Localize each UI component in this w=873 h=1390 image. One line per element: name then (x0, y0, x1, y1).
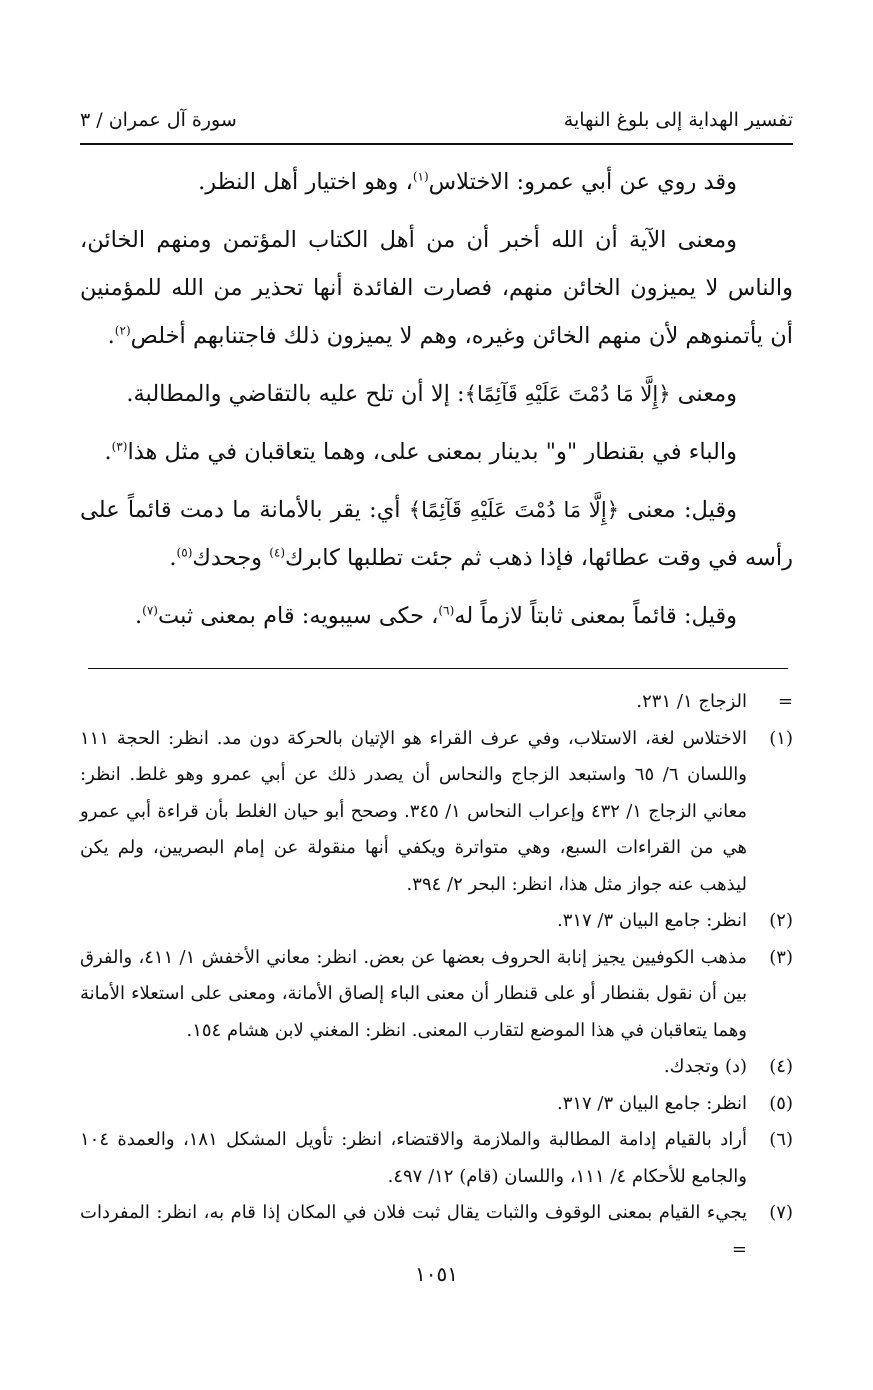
footnote-ref-4[interactable]: (٤) (269, 545, 286, 560)
footnote-ref-7[interactable]: (٧) (142, 603, 158, 618)
paragraph-1: وقد روي عن أبي عمرو: الاختلاس$^{(١)}$، وهو اختيار أهل النظر. (198, 169, 737, 195)
footnote-number: (٣) (769, 946, 793, 968)
footnote-number: (٧) (769, 1202, 793, 1223)
footnote-number: (٢) (769, 910, 793, 931)
paragraph-2: ومعنى الآية أن الله أخبر أن من أهل الكتاب المؤتمن ومنهم الخائن، والناس لا يميزون الخائن منهم، فصارت الفائدة أنها تحذير من الله للمؤمنين أن يأتمنوهم لأن منهم الخائن وغيره، وهم لا يميزون ذلك فاجتنابهم أخلص$^{(٢)}$. (80, 227, 793, 349)
footnote-number: (٦) (769, 1129, 793, 1150)
footnote-ref-5[interactable]: (٥) (176, 545, 193, 560)
footnote-ref-6[interactable]: (٦) (438, 603, 455, 618)
footnote-7 (80, 1195, 793, 1268)
footnote-text: الاختلاس لغة، الاستلاب، وفي عرف القراء هو الإتيان بالحركة دون مد. انظر: الحجة ١١١ واللسان ٦/ ٦٥ واستبعد الزجاج والنحاس أن يصدر ذلك عن أبي عمرو وهو غلط. انظر: معاني الزجاج ١/ ٤٣٢ وإعراب النحاس ١/ ٣٤٥. وصحح أبو حيان الغلط بأن قراءة أبي عمرو هي من القراءات السبع، وهي متواترة ويكفي أنها منقولة عن إمام البصريين، ولم يكن ليذهب عنه جواز مثل هذا، انظر: البحر ٢/ ٣٩٤. (80, 727, 747, 895)
footnote-number: (٤) (769, 1056, 793, 1077)
main-text (80, 158, 793, 650)
footnote-ref-3[interactable]: (٣) (111, 439, 128, 454)
page-number: ١٠٥١ (415, 1262, 458, 1286)
footnote-ref-1[interactable]: (١) (412, 169, 429, 184)
footnote-6 (80, 1122, 793, 1195)
footnote-text: مذهب الكوفيين يجيز إنابة الحروف بعضها عن بعض. انظر: معاني الأخفش ١/ ٤١١، والفرق بين أن نقول بقنطار أو على قنطار أن معنى الباء إلصاق الأمانة، ومعنى على استعلاء الأمانة وهما يتعاقبان في هذا الموضع لتقارب المعنى. انظر: المغني لابن هشام ١٥٤. (80, 946, 747, 1041)
footnotes (80, 684, 793, 1268)
quran-quote: ﴿إِلَّا مَا دُمْتَ عَلَيْهِ قَآئِمًا﴾ (464, 382, 671, 406)
book-title: تفسير الهداية إلى بلوغ النهاية (563, 109, 793, 131)
paragraph-6: وقيل: قائماً بمعنى ثابتاً لازماً له$^{(٦)}$، حكى سيبويه: قام بمعنى ثبت$^{(٧)}$. (135, 603, 737, 629)
paragraph-4: والباء في بقنطار "و" بدينار بمعنى على، وهما يتعاقبان في مثل هذا$^{(٣)}$. (104, 439, 737, 465)
header-rule (80, 143, 793, 145)
footnote-text: يجيء القيام بمعنى الوقوف والثبات يقال ثبت فلان في المكان إذا قام به، انظر: المفردات = (80, 1202, 747, 1260)
footnote-3 (80, 940, 793, 1050)
paragraph-5: وقيل: معنى ﴿إِلَّا مَا دُمْتَ عَلَيْهِ قَآئِمًا﴾ أي: يقر بالأمانة ما دمت قائماً على رأسه في وقت عطائها، فإذا ذهب ثم جئت تطلبها كابرك$^{(٤)}$ وجحدك$^{(٥)}$. (80, 497, 793, 571)
footnote-number: (١) (769, 727, 793, 749)
footnote-text: أراد بالقيام إدامة المطالبة والملازمة والاقتضاء، انظر: تأويل المشكل ١٨١، والعمدة ١٠٤ والجامع للأحكام ٤/ ١١١، واللسان (قام) ١٢/ ٤٩٧. (80, 1129, 747, 1187)
footnote-text: (د) وتجدك. (663, 1056, 747, 1077)
footnote-separator (88, 668, 788, 669)
footnote-text: انظر: جامع البيان ٣/ ٣١٧. (556, 910, 747, 931)
running-header (80, 103, 793, 137)
footnote-number: = (777, 691, 793, 712)
footnote-4 (80, 1049, 793, 1086)
surah-label: سورة آل عمران / ٣ (80, 109, 237, 131)
footnote-continued (80, 684, 793, 721)
footnote-5 (80, 1086, 793, 1123)
quran-quote: ﴿إِلَّا مَا دُمْتَ عَلَيْهِ قَآئِمًا﴾ (408, 498, 620, 522)
footnote-text: انظر: جامع البيان ٣/ ٣١٧. (556, 1092, 747, 1114)
footnote-ref-2[interactable]: (٢) (114, 323, 131, 338)
footnote-text: الزجاج ١/ ٢٣١. (636, 691, 747, 712)
paragraph-3: ومعنى ﴿إِلَّا مَا دُمْتَ عَلَيْهِ قَآئِمًا﴾: إلا أن تلح عليه بالتقاضي والمطالبة. (126, 381, 737, 407)
footnote-1 (80, 721, 793, 904)
footnote-2 (80, 903, 793, 940)
footnote-number: (٥) (769, 1092, 793, 1114)
